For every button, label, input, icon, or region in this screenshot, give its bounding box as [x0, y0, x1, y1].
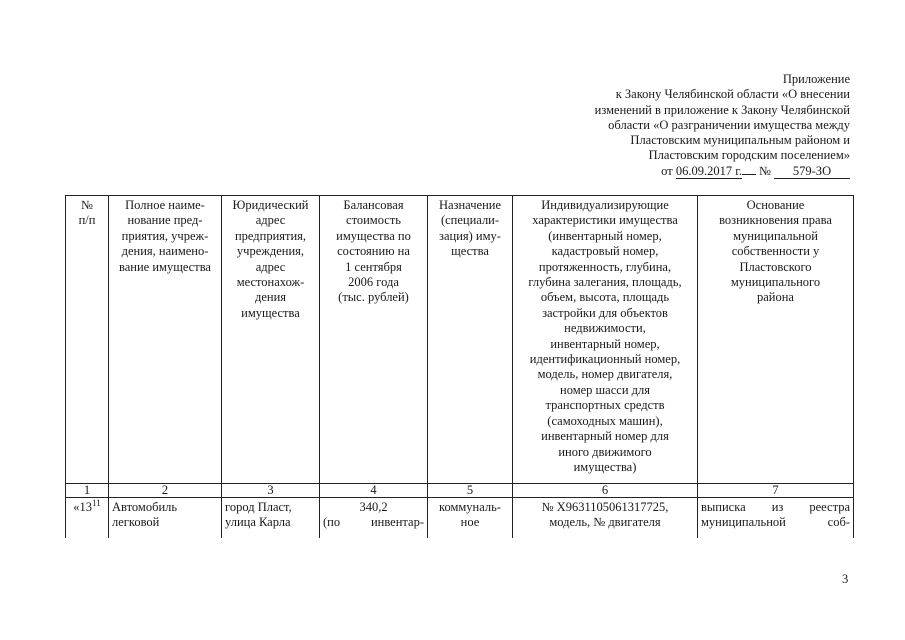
appendix-line: к Закону Челябинской области «О внесении [615, 87, 850, 102]
property-table [65, 195, 854, 538]
appendix-header [470, 72, 850, 179]
law-date: 06.09.2017 г. [675, 163, 743, 178]
header-purpose: Назначение (специали- зация) иму- щества [428, 196, 513, 484]
law-reference [470, 164, 850, 179]
appendix-line: изменений в приложение к Закону Челябинской [594, 102, 850, 117]
column-number: 1 [66, 484, 109, 498]
row-number-sup: 11 [92, 497, 101, 508]
header-value: Балансовая стоимость имущества по состоянию на 1 сентября 2006 года (тыс. рублей) [320, 196, 428, 484]
appendix-line: области «О разграничении имущества между [608, 117, 850, 132]
row-value [320, 498, 428, 539]
header-characteristics: Индивидуализирующие характеристики имущества (инвентарный номер, кадастровый номер, протяженность, глубина, глубина залегания, площадь, объем, высота, площадь застройки для объектов недвижимости, инвентарный номер, идентификационный номер, модель, номер двигателя, номер шасси для транспортных средств (самоходных машин), инвентарный номер для иного движимого имущества) [513, 196, 698, 484]
page-number: 3 [842, 572, 849, 586]
ref-prefix: от [661, 163, 673, 178]
row-number-text: «13 [73, 500, 93, 514]
column-number: 6 [513, 484, 698, 498]
column-number: 2 [109, 484, 222, 498]
row-value-amount: 340,2 [359, 500, 388, 514]
column-number: 5 [428, 484, 513, 498]
row-name: Автомобиль легковой [109, 498, 222, 539]
appendix-line: Пластовским городским поселением» [648, 148, 850, 163]
row-basis: выписка из реестра муниципальной соб- [698, 498, 854, 539]
date-underline [742, 174, 756, 175]
appendix-line: Пластовским муниципальным районом и [630, 133, 850, 148]
header-name: Полное наиме- нование пред- приятия, учреж- дения, наимено- вание имущества [109, 196, 222, 484]
column-number: 3 [222, 484, 320, 498]
law-number: 579-ЗО [774, 165, 850, 179]
header-address: Юридический адрес предприятия, учреждения, адрес местонахож- дения имущества [222, 196, 320, 484]
table-row [66, 498, 854, 539]
row-characteristics: № Х9631105061317725, модель, № двигателя [513, 498, 698, 539]
appendix-line: Приложение [782, 72, 850, 86]
number-label: № [758, 163, 771, 178]
row-address: город Пласт, улица Карла [222, 498, 320, 539]
header-num: № п/п [66, 196, 109, 484]
row-number [66, 498, 109, 539]
row-value-note: (по инвентар- [323, 515, 424, 530]
column-number: 4 [320, 484, 428, 498]
table-header-row [66, 196, 854, 484]
header-basis: Основание возникновения права муниципальной собственности у Пластовского муниципального района [698, 196, 854, 484]
column-number: 7 [698, 484, 854, 498]
column-number-row [66, 484, 854, 498]
row-purpose: коммуналь- ное [428, 498, 513, 539]
